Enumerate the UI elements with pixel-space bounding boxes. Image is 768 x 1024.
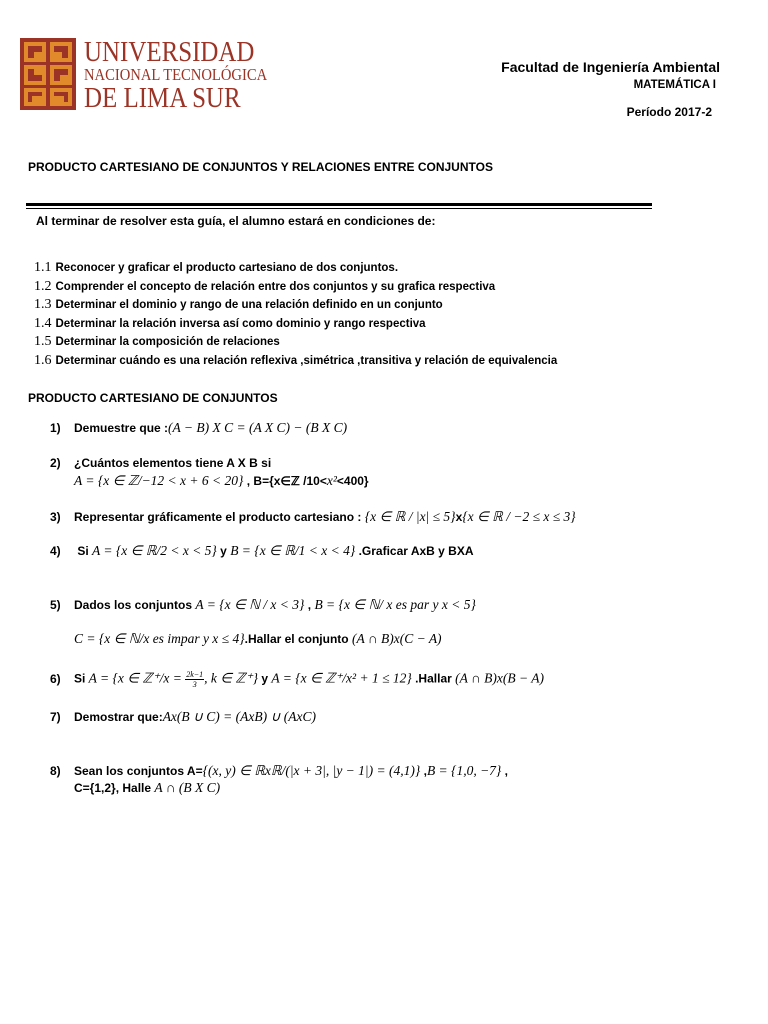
problem-text: ¿Cuántos elementos tiene A X B si — [74, 456, 272, 470]
objective-number: 1.3 — [34, 297, 52, 312]
university-logo — [20, 36, 268, 114]
course-name: MATEMÁTICA I — [633, 79, 716, 91]
result-math: (A ∩ B)x(C − A) — [351, 631, 442, 646]
problem-text: Dados los conjuntos — [74, 598, 196, 612]
logo-line-3: DE LIMA SUR — [84, 82, 241, 114]
problem-text: C={1,2}, Halle — [74, 781, 155, 795]
connector-text: , — [420, 764, 427, 778]
problem-2 — [50, 456, 271, 470]
objective-text: Determinar la relación inversa así como dominio y rango respectiva — [55, 317, 426, 330]
objective-text: Determinar la composición de relaciones — [55, 336, 280, 348]
problem-6 — [50, 670, 544, 689]
period: Período 2017-2 — [626, 105, 712, 119]
objective-item — [34, 316, 557, 335]
intro-text: Al terminar de resolver esta guía, el alumno estará en condiciones de: — [36, 214, 436, 228]
objective-number: 1.6 — [34, 352, 52, 368]
fraction-numerator: 2k−1 — [186, 670, 204, 679]
set-b-text: , B={x∈ℤ /10< — [243, 474, 327, 488]
objectives-list — [34, 260, 557, 371]
problem-number: 4) — [50, 544, 61, 558]
problem-math: (A − B) X C = (A X C) − (B X C) — [168, 420, 348, 435]
objective-number: 1.5 — [34, 334, 52, 349]
set-a-math: A = {x ∈ ℤ/−12 < x + 6 < 20} — [74, 473, 244, 488]
problem-5 — [50, 597, 476, 613]
objective-text: Determinar el dominio y rango de una relación definido en un conjunto — [55, 299, 443, 311]
set-b-math: {x ∈ ℝ / −2 ≤ x ≤ 3} — [462, 509, 576, 524]
set-b-math: B = {1,0, −7} — [426, 763, 502, 778]
result-math: (A ∩ B)x(B − A) — [455, 670, 544, 686]
product-x: x — [455, 510, 463, 524]
problem-text: Sean los conjuntos A= — [74, 764, 203, 778]
problem-text: Si — [74, 544, 93, 558]
connector-text: y — [216, 544, 231, 558]
divider-thin — [26, 208, 652, 209]
result-math: A ∩ (B X C) — [154, 780, 221, 795]
connector-text: , — [304, 598, 315, 612]
set-b-math: A = {x ∈ ℤ⁺/x² + 1 ≤ 12} — [271, 670, 412, 686]
objective-text: Reconocer y graficar el producto cartesiano de dos conjuntos. — [55, 262, 399, 274]
objective-item — [34, 297, 557, 316]
problem-number: 5) — [50, 598, 61, 612]
problem-number: 6) — [50, 671, 61, 686]
faculty-name: Facultad de Ingeniería Ambiental — [501, 59, 720, 75]
problem-number: 1) — [50, 421, 61, 435]
set-a-math-end: , k ∈ ℤ⁺} — [204, 670, 259, 686]
problem-text: .Hallar el conjunto — [244, 632, 352, 646]
set-b-math: B = {x ∈ ℝ/1 < x < 4} — [230, 543, 356, 558]
objective-item — [34, 353, 557, 372]
logo-line-2: NACIONAL TECNOLÓGICA — [84, 65, 268, 84]
divider-thick — [26, 203, 652, 206]
objective-number: 1.4 — [34, 315, 52, 331]
problem-tail: .Hallar — [411, 671, 456, 686]
set-a-math: A = {x ∈ ℕ / x < 3} — [195, 597, 305, 612]
objective-item — [34, 260, 557, 279]
set-b-math: B = {x ∈ ℕ/ x es par y x < 5} — [314, 597, 476, 612]
problem-text: Demuestre que : — [74, 421, 169, 435]
logo-line-1: UNIVERSIDAD — [84, 36, 255, 68]
problem-3 — [50, 509, 576, 525]
set-a-math: A = {x ∈ ℝ/2 < x < 5} — [92, 543, 217, 558]
problem-4 — [50, 543, 474, 559]
university-emblem-icon — [20, 38, 76, 110]
set-b-math: x² — [326, 473, 337, 488]
objective-text: Comprender el concepto de relación entre dos conjuntos y su grafica respectiva — [55, 280, 496, 293]
set-a-math: {x ∈ ℝ / |x| ≤ 5} — [364, 509, 456, 524]
fraction — [185, 670, 204, 689]
problem-number: 3) — [50, 510, 61, 524]
objective-number: 1.1 — [34, 260, 52, 275]
problem-8 — [50, 763, 508, 779]
problem-tail: .Graficar AxB y BXA — [355, 544, 474, 558]
set-c-math: C = {x ∈ ℕ/x es impar y x ≤ 4} — [74, 631, 245, 646]
document-title: PRODUCTO CARTESIANO DE CONJUNTOS Y RELACIONES ENTRE CONJUNTOS — [28, 160, 493, 174]
problem-text: Si — [74, 671, 89, 686]
objective-item — [34, 279, 557, 298]
set-a-math: {(x, y) ∈ ℝxℝ/(|x + 3|, |y − 1|) = (4,1)} — [202, 763, 421, 778]
problem-8-line-2 — [74, 780, 220, 796]
problem-number: 8) — [50, 764, 61, 778]
connector-text: y — [258, 671, 272, 686]
problem-1 — [50, 420, 347, 436]
section-title: PRODUCTO CARTESIANO DE CONJUNTOS — [28, 391, 278, 405]
problem-math: Ax(B ∪ C) = (AxB) ∪ (AxC) — [162, 709, 316, 724]
objective-number: 1.2 — [34, 278, 52, 294]
fraction-denominator: 3 — [192, 680, 197, 689]
set-a-math: A = {x ∈ ℤ⁺/x = — [88, 670, 186, 686]
problem-text: Representar gráficamente el producto cartesiano : — [74, 510, 365, 524]
problem-number: 2) — [50, 456, 61, 470]
problem-7 — [50, 709, 316, 725]
problem-text: Demostrar que: — [74, 710, 163, 724]
problem-number: 7) — [50, 710, 61, 724]
problem-5-line-2 — [74, 631, 442, 647]
problem-2-sets — [74, 473, 369, 489]
problem-tail: , — [501, 764, 508, 778]
objective-item — [34, 334, 557, 353]
set-b-text-end: <400} — [336, 474, 369, 488]
objective-text: Determinar cuándo es una relación reflexiva ,simétrica ,transitiva y relación de equivalencia — [55, 354, 558, 367]
